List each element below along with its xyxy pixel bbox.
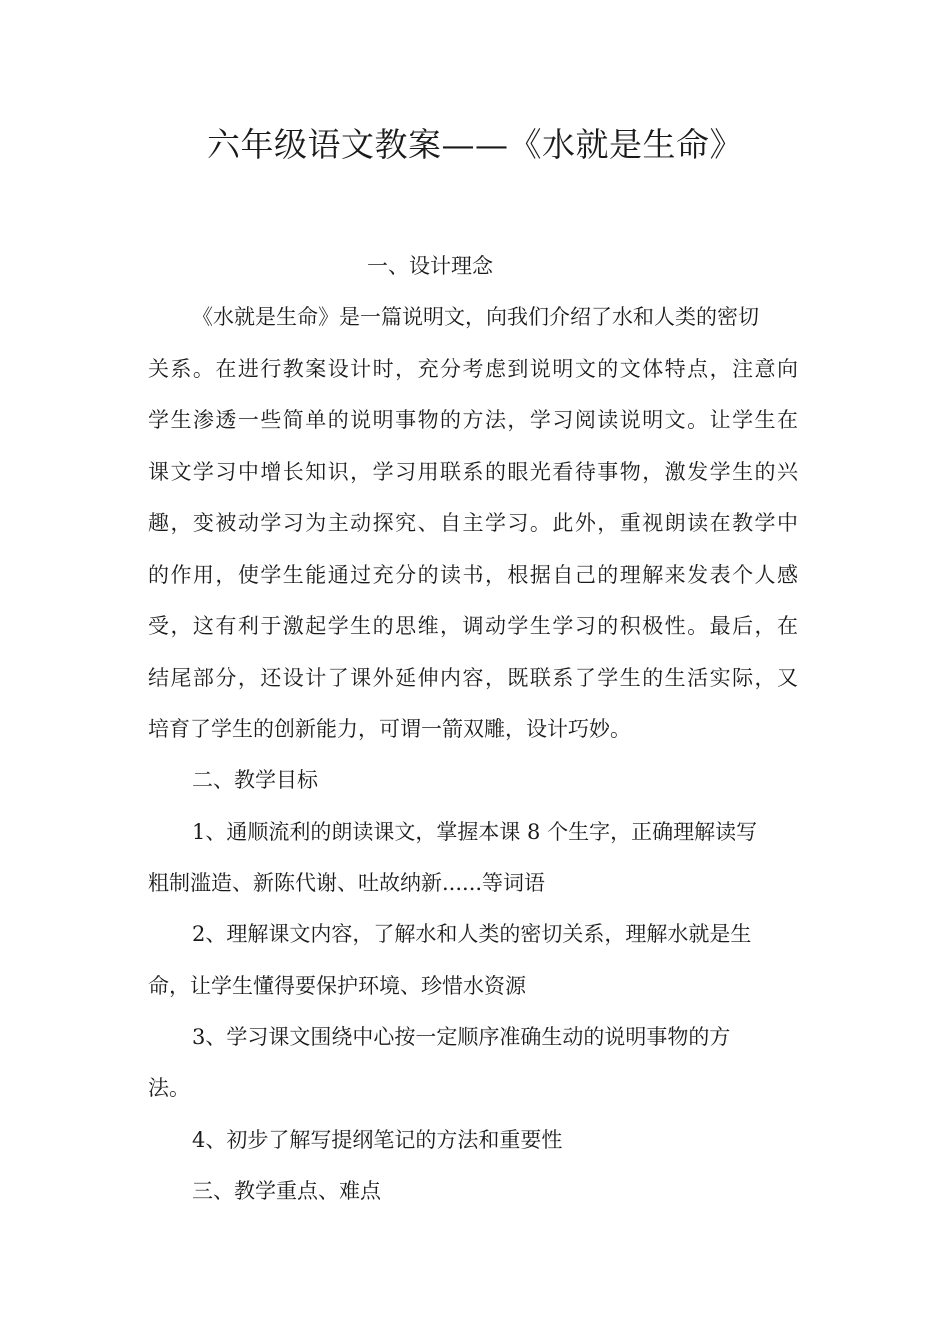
paragraph-line: 结尾部分，还设计了课外延伸内容，既联系了学生的生活实际，又 bbox=[148, 666, 798, 690]
paragraph-line: 趣，变被动学习为主动探究、自主学习。此外，重视朗读在教学中 bbox=[148, 511, 798, 535]
goal-item-3-line1: 3、学习课文围绕中心按一定顺序准确生动的说明事物的方 bbox=[192, 1025, 731, 1049]
goal-item-1-line1: 1、通顺流利的朗读课文，掌握本课 8 个生字，正确理解读写 bbox=[192, 820, 758, 844]
paragraph-line: 课文学习中增长知识，学习用联系的眼光看待事物，激发学生的兴 bbox=[148, 460, 798, 484]
paragraph-line: 关系。在进行教案设计时，充分考虑到说明文的文体特点，注意向 bbox=[148, 357, 798, 381]
paragraph-line: 学生渗透一些简单的说明事物的方法，学习阅读说明文。让学生在 bbox=[148, 408, 798, 432]
goal-item-2-line2: 命，让学生懂得要保护环境、珍惜水资源 bbox=[148, 974, 526, 998]
goal-item-4: 4、初步了解写提纲笔记的方法和重要性 bbox=[192, 1128, 563, 1152]
paragraph-line: 培育了学生的创新能力，可谓一箭双雕，设计巧妙。 bbox=[148, 717, 631, 741]
goal-item-2-line1: 2、理解课文内容，了解水和人类的密切关系，理解水就是生 bbox=[192, 922, 752, 946]
goal-item-1-line2: 粗制滥造、新陈代谢、吐故纳新......等词语 bbox=[148, 871, 546, 895]
paragraph-line: 的作用，使学生能通过充分的读书，根据自己的理解来发表个人感 bbox=[148, 563, 798, 587]
paragraph-line: 受，这有利于激起学生的思维，调动学生学习的积极性。最后，在 bbox=[148, 614, 798, 638]
goal-item-3-line2: 法。 bbox=[148, 1076, 190, 1100]
section-heading-key-points: 三、教学重点、难点 bbox=[192, 1179, 381, 1203]
document-title: 六年级语文教案——《水就是生命》 bbox=[207, 125, 743, 164]
section-heading-design-concept: 一、设计理念 bbox=[367, 254, 493, 278]
paragraph-line: 《水就是生命》是一篇说明文，向我们介绍了水和人类的密切 bbox=[192, 305, 759, 329]
section-heading-teaching-goals: 二、教学目标 bbox=[192, 768, 318, 792]
